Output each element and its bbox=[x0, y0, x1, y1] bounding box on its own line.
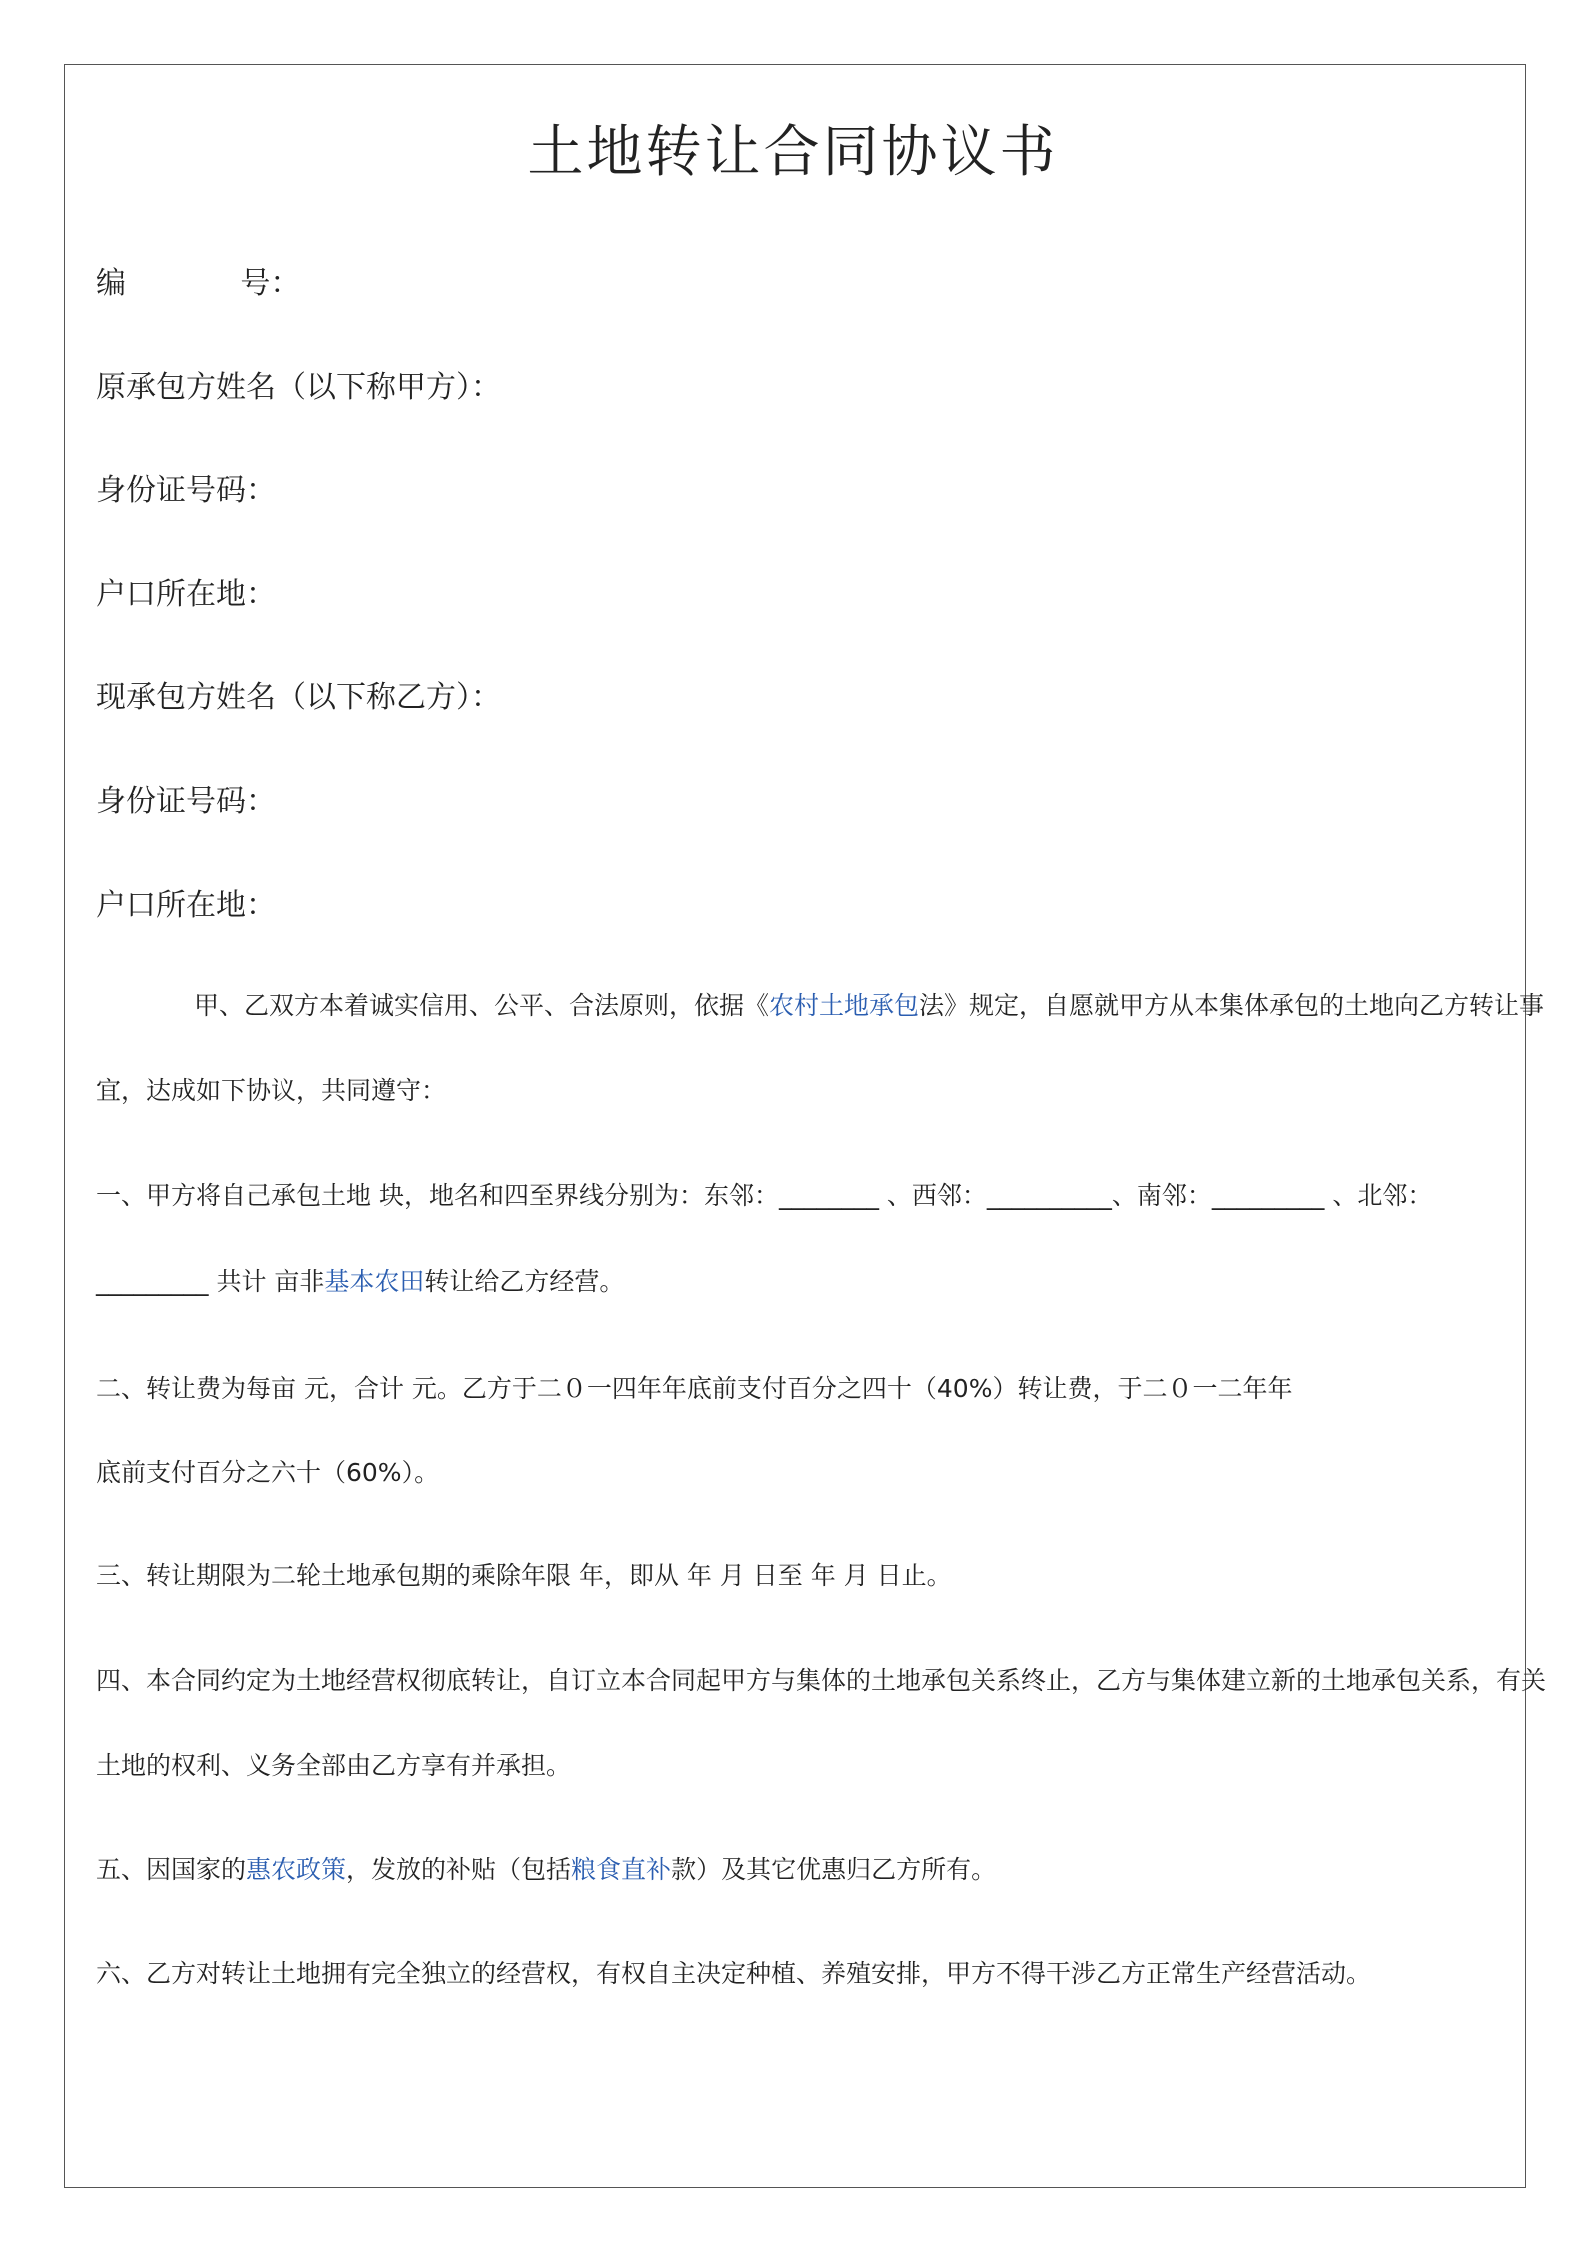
link-rural-land-contract-law[interactable]: 农村土地承包 bbox=[769, 991, 920, 1020]
document-title: 土地转让合同协议书 bbox=[527, 120, 1059, 185]
clause-2-line-2: 底前支付百分之六十（60%）。 bbox=[96, 1458, 440, 1487]
clause-1-line-2: _________ 共计 亩非基本农田转让给乙方经营。 bbox=[96, 1267, 625, 1296]
clause-2-line-1: 二、转让费为每亩 元，合计 元。乙方于二０一四年年底前支付百分之四十（40%）转让费，于二０一二年年 bbox=[96, 1374, 1293, 1403]
field-party-a-residence: 户口所在地： bbox=[96, 577, 276, 612]
clause-4-line-2: 土地的权利、义务全部由乙方享有并承担。 bbox=[96, 1751, 572, 1780]
field-party-a-name: 原承包方姓名（以下称甲方）： bbox=[96, 370, 501, 405]
field-party-b-id: 身份证号码： bbox=[96, 784, 276, 819]
clause-6: 六、乙方对转让土地拥有完全独立的经营权，有权自主决定种植、养殖安排，甲方不得干涉乙方正常生产经营活动。 bbox=[96, 1959, 1372, 1988]
link-farmer-benefit-policy[interactable]: 惠农政策 bbox=[246, 1855, 347, 1884]
field-party-b-name: 现承包方姓名（以下称乙方）： bbox=[96, 680, 501, 715]
link-grain-direct-subsidy[interactable]: 粮食直补 bbox=[571, 1855, 672, 1884]
field-party-b-residence: 户口所在地： bbox=[96, 888, 276, 923]
field-serial-number: 编 号： bbox=[96, 266, 301, 301]
field-party-a-id: 身份证号码： bbox=[96, 473, 276, 508]
intro-line-1: 甲、乙双方本着诚实信用、公平、合法原则，依据《农村土地承包法》规定，自愿就甲方从本集体承包的土地向乙方转让事 bbox=[194, 991, 1545, 1020]
clause-5: 五、因国家的惠农政策，发放的补贴（包括粮食直补款）及其它优惠归乙方所有。 bbox=[96, 1855, 997, 1884]
clause-3: 三、转让期限为二轮土地承包期的乘除年限 年，即从 年 月 日至 年 月 日止。 bbox=[96, 1561, 952, 1590]
intro-line-2: 宜，达成如下协议，共同遵守： bbox=[96, 1076, 447, 1105]
link-basic-farmland[interactable]: 基本农田 bbox=[324, 1267, 425, 1296]
clause-4-line-1: 四、本合同约定为土地经营权彻底转让，自订立本合同起甲方与集体的土地承包关系终止，乙方与集体建立新的土地承包关系，有关 bbox=[96, 1666, 1547, 1695]
clause-1-line-1: 一、甲方将自己承包土地 块，地名和四至界线分别为：东邻：________ 、西邻：__________、南邻：_________ 、北邻： bbox=[96, 1181, 1433, 1210]
